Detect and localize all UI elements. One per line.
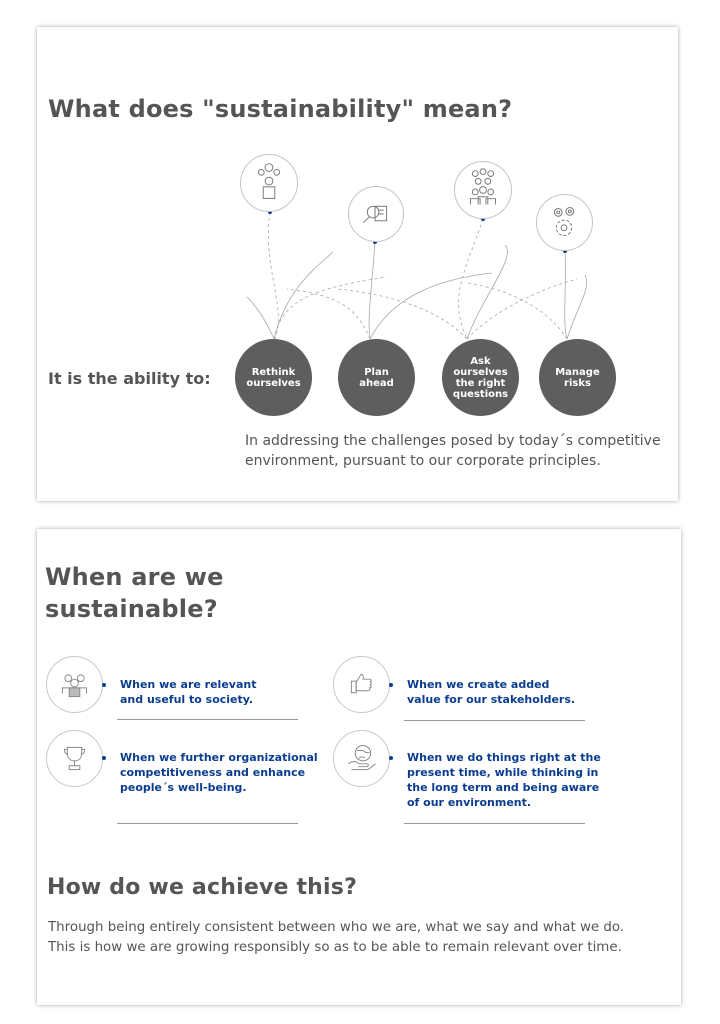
globe-hand-icon (333, 730, 390, 787)
skill-ask: Ask ourselves the right questions (442, 339, 519, 416)
skill-plan: Plan ahead (338, 339, 415, 416)
item-relevant: When we are relevant and useful to society. (120, 678, 257, 706)
description-text: In addressing the challenges posed by today´s competitive environment, pursuant to our corporate principles. (245, 433, 661, 469)
achieve-text: Through being entirely consistent between who we are, what we say and what we do. This is how we are growing responsibly so as to be able to remain relevant over time. (48, 920, 625, 955)
connector-lines (37, 27, 678, 501)
section-title: What does "sustainability" mean? (48, 95, 513, 123)
gears-icon (536, 194, 593, 251)
item-competitiveness: When we further organizational competitiveness and enhance people´s well-being. (120, 751, 318, 794)
divider (404, 823, 585, 824)
divider (404, 720, 585, 721)
skill-rethink: Rethink ourselves (235, 339, 312, 416)
trophy-icon (46, 730, 103, 787)
people-group-icon (46, 656, 103, 713)
magnifier-plan-icon (348, 186, 404, 242)
divider (117, 719, 298, 720)
thumbs-up-icon (333, 656, 390, 713)
when-sustainable-card (37, 529, 681, 1005)
bullet-dot (389, 683, 393, 687)
group-questions-icon (454, 161, 512, 219)
bullet-dot (389, 756, 393, 760)
item-long-term: When we do things right at the present time, while thinking in the long term and being aware of our environment. (407, 751, 601, 809)
bullet-dot (102, 683, 106, 687)
section-title: When are we sustainable? (45, 563, 224, 623)
achieve-title: How do we achieve this? (47, 875, 358, 900)
skill-manage: Manage risks (539, 339, 616, 416)
sustainability-card (37, 27, 678, 501)
divider (117, 823, 298, 824)
idea-person-icon (240, 154, 298, 212)
ability-lead-text: It is the ability to: (48, 369, 211, 388)
item-added-value: When we create added value for our stakeholders. (407, 678, 576, 706)
bullet-dot (102, 756, 106, 760)
